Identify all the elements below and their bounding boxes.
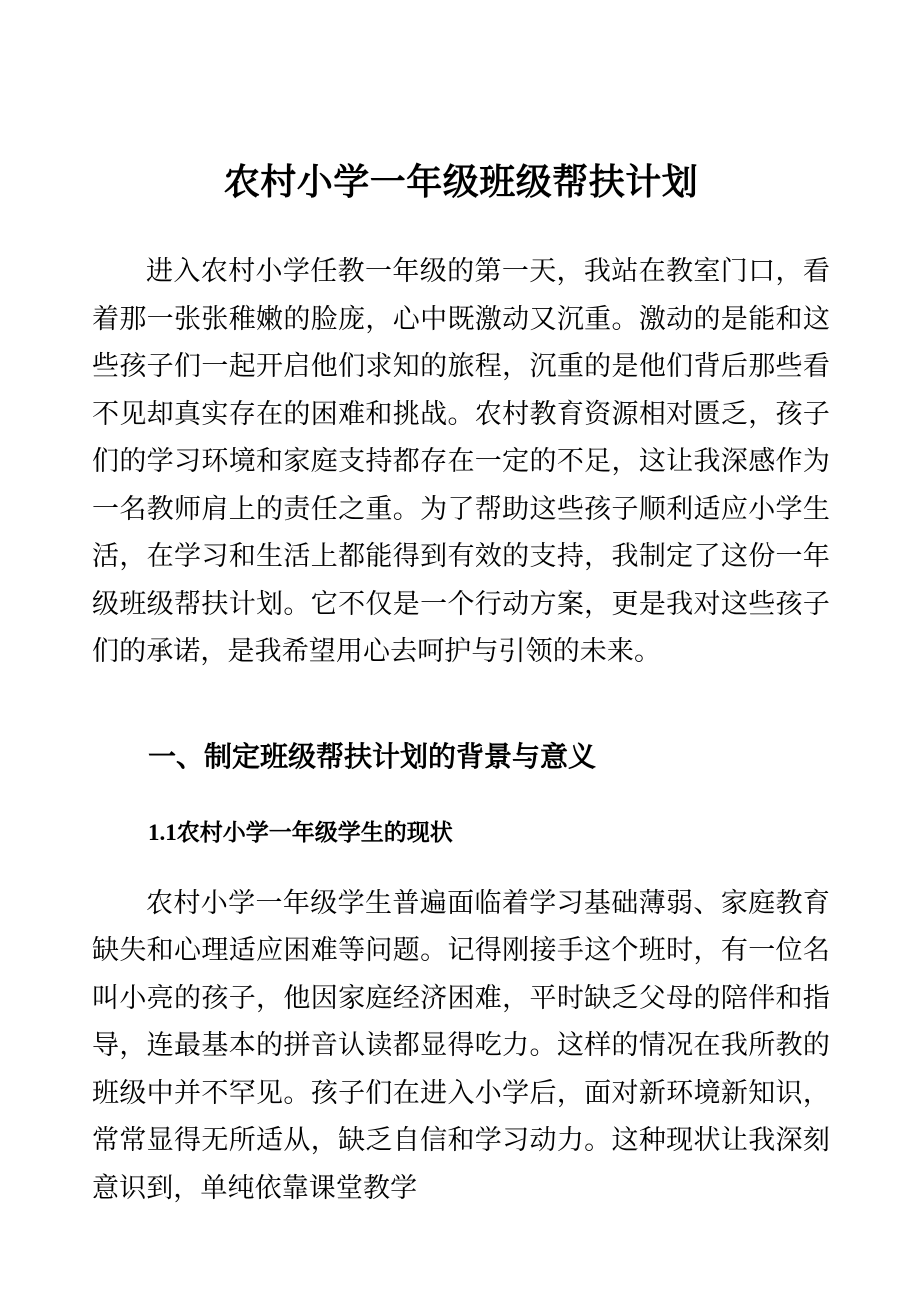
document-content — [92, 0, 830, 1212]
intro-paragraph: 进入农村小学任教一年级的第一天，我站在教室门口，看着那一张张稚嫩的脸庞，心中既激动又沉重。激动的是能和这些孩子们一起开启他们求知的旅程，沉重的是他们背后那些看不见却真实存在的困难和挑战。农村教育资源相对匮乏，孩子们的学习环境和家庭支持都存在一定的不足，这让我深感作为一名教师肩上的责任之重。为了帮助这些孩子顺利适应小学生活，在学习和生活上都能得到有效的支持，我制定了这份一年级班级帮扶计划。它不仅是一个行动方案，更是我对这些孩子们的承诺，是我希望用心去呵护与引领的未来。 — [92, 256, 830, 667]
subsection-heading-1-1 — [92, 815, 830, 850]
subsection-label: 农村小学一年级学生的现状 — [176, 818, 453, 845]
subsection-paragraph-1-1: 农村小学一年级学生普遍面临着学习基础薄弱、家庭教育缺失和心理适应困难等问题。记得刚接手这个班时，有一位名叫小亮的孩子，他因家庭经济困难，平时缺乏父母的陪伴和指导，连最基本的拼音认读都显得吃力。这样的情况在我所教的班级中并不罕见。孩子们在进入小学后，面对新环境新知识，常常显得无所适从，缺乏自信和学习动力。这种现状让我深刻意识到，单纯依靠课堂教学 — [92, 887, 830, 1204]
section-heading-1: 一、制定班级帮扶计划的背景与意义 — [148, 740, 597, 772]
subsection-number: 1.1 — [148, 819, 177, 845]
page-title: 农村小学一年级班级帮扶计划 — [223, 161, 699, 202]
